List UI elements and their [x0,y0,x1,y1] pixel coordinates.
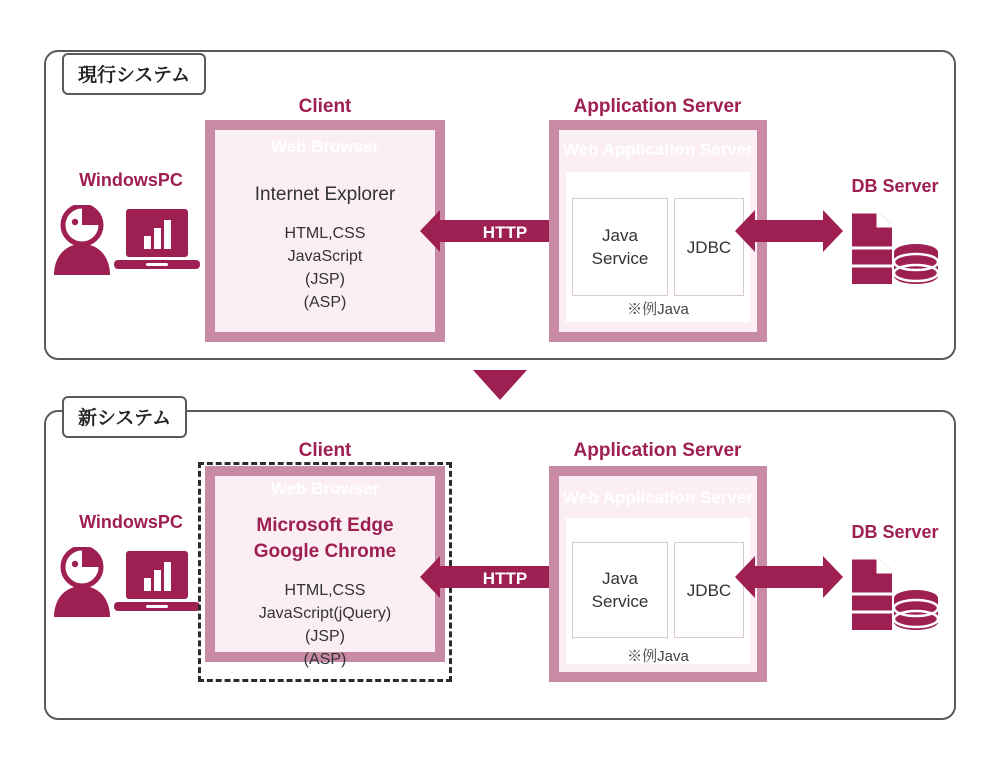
client-head-new: Web Browser [270,479,380,498]
jdbc-label-current: JDBC [686,237,732,257]
client-head-current: Web Browser [270,137,380,156]
tech-line-1-current: HTML,CSS [284,225,366,242]
tech-line-3-current: (JSP) [305,271,345,288]
java-note-new: ※例Java [627,648,689,665]
http-label-new: HTTP [482,569,528,588]
person-icon [52,547,112,627]
new-system-tag: 新システム [62,396,187,438]
app-server-title-new: Application Server [573,440,742,461]
client-body-current [215,182,435,314]
laptop-chart-icon [114,208,200,283]
db-arrow-right-head-current [823,210,843,252]
http-arrow-left-head-current [420,210,440,252]
database-server-icon [848,546,944,641]
app-server-head-new: Web Application Server [563,488,753,507]
client-title-new: Client [298,440,352,461]
jdbc-label-new: JDBC [686,580,732,600]
db-server-label-new: DB Server [851,522,939,542]
java-service-line2-new: Service [591,592,649,611]
java-service-line1-new: Java [602,569,638,588]
windowspc-label-new: WindowsPC [79,512,183,532]
java-service-line1-current: Java [602,226,638,245]
tech-line-3-new: (JSP) [305,628,345,645]
windowspc-label-current: WindowsPC [79,170,183,190]
tech-line-1-new: HTML,CSS [284,582,366,599]
browser-name-edge: Microsoft Edge [256,515,394,536]
down-arrow-icon [473,370,527,400]
app-server-head-current: Web Application Server [563,140,753,159]
current-system-panel [44,50,956,360]
db-arrow-left-head-current [735,210,755,252]
db-arrow-bar-new [755,566,823,588]
db-server-label-current: DB Server [851,176,939,196]
db-arrow-right-head-new [823,556,843,598]
jdbc-cell-current [674,198,744,296]
person-icon [52,205,112,285]
browser-name-ie: Internet Explorer [254,184,396,205]
client-body-new [215,513,435,671]
tech-line-2-current: JavaScript [287,248,363,265]
browser-name-chrome: Google Chrome [253,541,397,562]
database-server-icon [848,200,944,295]
db-arrow-bar-current [755,220,823,242]
java-note-current: ※例Java [627,301,689,318]
java-service-line2-current: Service [591,249,649,268]
tech-line-4-new: (ASP) [303,651,347,668]
laptop-chart-icon [114,550,200,625]
java-service-cell-current [572,198,668,296]
jdbc-cell-new [674,542,744,638]
tech-line-2-new: JavaScript(jQuery) [258,605,392,622]
client-title-current: Client [298,96,352,117]
java-service-cell-new [572,542,668,638]
app-server-title-current: Application Server [573,96,742,117]
http-arrow-left-head-new [420,556,440,598]
current-system-tag: 現行システム [62,53,206,95]
db-arrow-left-head-new [735,556,755,598]
http-label-current: HTTP [482,223,528,242]
tech-line-4-current: (ASP) [303,294,347,311]
